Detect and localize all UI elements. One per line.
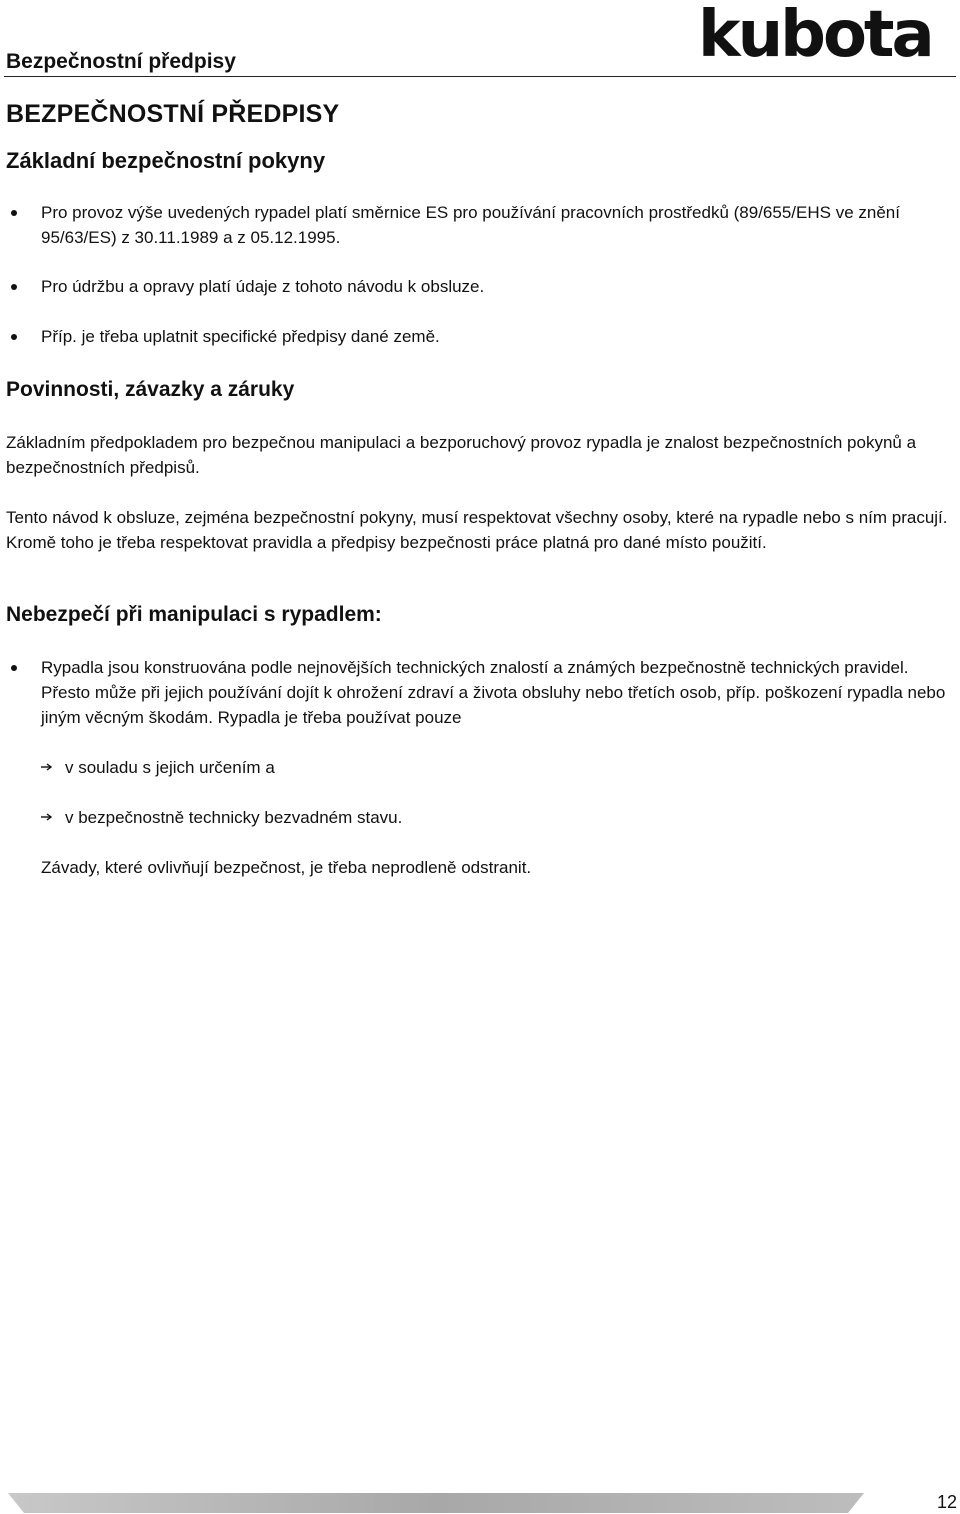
list-item-text: Pro údržbu a opravy platí údaje z tohoto návodu k obsluze. [41, 277, 485, 296]
arrow-right-icon [39, 760, 55, 774]
bullet-icon [11, 210, 17, 216]
logo-text: kubota [698, 2, 932, 62]
kubota-logo [698, 2, 956, 62]
bullet-icon [11, 665, 17, 671]
bullet-icon [11, 284, 17, 290]
arrow-item-text: v bezpečnostně technicky bezvadném stavu. [65, 808, 403, 827]
page-number: 12 [936, 1492, 957, 1512]
header-title: Bezpečnostní předpisy [6, 50, 236, 73]
list-item-text: Příp. je třeba uplatnit specifické předpisy dané země. [41, 327, 440, 346]
list-item-text: Rypadla jsou konstruována podle nejnovějších technických znalostí a známých bezpečnostně technických pravidel. Přesto může při jejich používání dojít k ohrožení zdraví a života obsluhy nebo třetích osob, příp. poškození rypadla nebo jiným věcným škodám. Rypadla je třeba používat pouze [41, 658, 946, 727]
section-heading-basic: Základní bezpečnostní pokyny [6, 148, 326, 173]
paragraph: Základním předpokladem pro bezpečnou manipulaci a bezporuchový provoz rypadla je znalost bezpečnostních pokynů a bezpečnostních předpisů. [6, 433, 917, 477]
paragraph: Závady, které ovlivňují bezpečnost, je třeba neprodleně odstranit. [41, 858, 532, 877]
bullet-icon [11, 334, 17, 340]
arrow-item-text: v souladu s jejich určením a [65, 758, 275, 777]
header-divider [4, 76, 956, 77]
section-heading-duties: Povinnosti, závazky a záruky [6, 378, 295, 401]
arrow-right-icon [39, 810, 55, 824]
footer-bar [8, 1493, 864, 1513]
page-heading: BEZPEČNOSTNÍ PŘEDPISY [6, 100, 340, 128]
list-item-text: Pro provoz výše uvedených rypadel platí směrnice ES pro používání pracovních prostředků (89/655/EHS ve znění 95/63/ES) z 30.11.1989 a z 05.12.1995. [41, 203, 900, 247]
section-heading-danger: Nebezpečí při manipulaci s rypadlem: [6, 603, 382, 626]
paragraph: Tento návod k obsluze, zejména bezpečnostní pokyny, musí respektovat všechny osoby, které na rypadle nebo s ním pracují. Kromě toho je třeba respektovat pravidla a předpisy bezpečnosti práce platná pro dané místo použití. [6, 508, 948, 552]
